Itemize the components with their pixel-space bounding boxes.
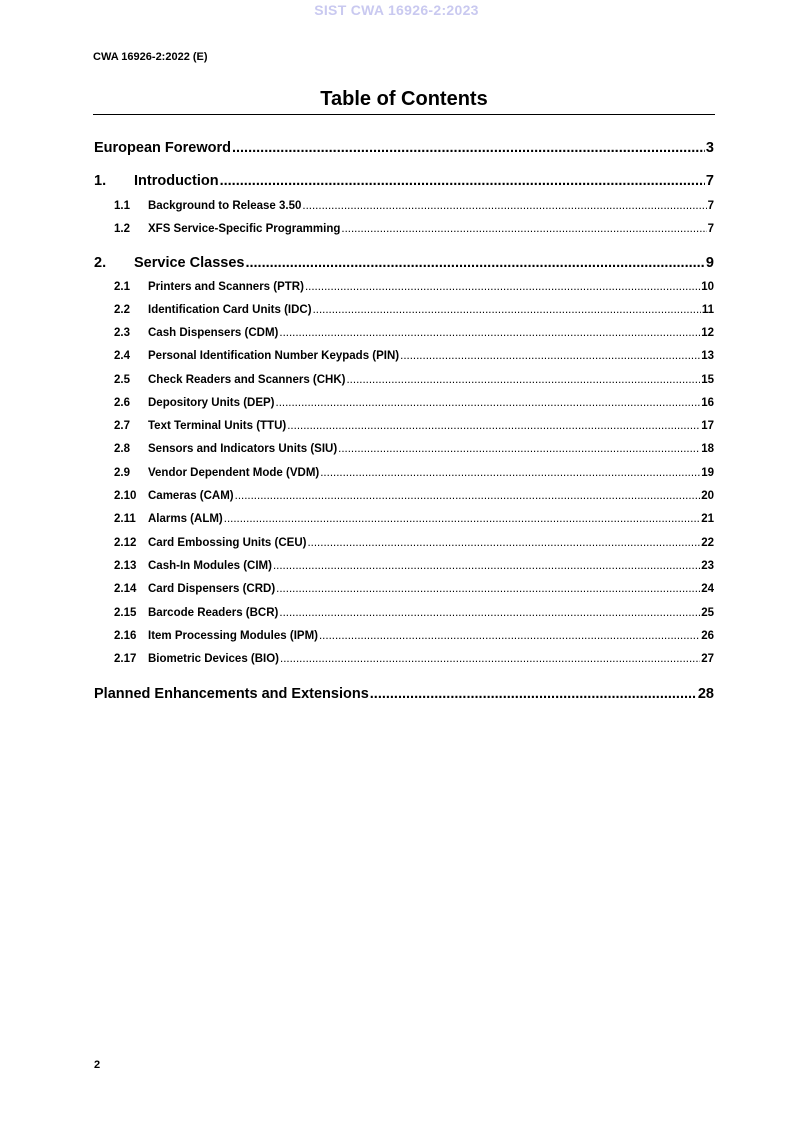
toc-leader-dots <box>224 513 700 525</box>
toc-entry-title: Identification Card Units (IDC) <box>148 304 312 316</box>
toc-leader-dots <box>220 173 705 189</box>
toc-entry-page: 17 <box>701 420 714 432</box>
toc-entry-page: 15 <box>701 374 714 386</box>
toc-leader-dots <box>287 420 700 432</box>
toc-entry-number: 2.10 <box>114 490 137 502</box>
toc-entry-page: 24 <box>701 583 714 595</box>
toc-entry-number: 2.2 <box>114 304 130 316</box>
page-number: 2 <box>94 1059 101 1071</box>
toc-entry-number: 2.12 <box>114 537 137 549</box>
toc-entry-introduction[interactable] <box>94 173 714 189</box>
toc-leader-dots <box>302 200 706 212</box>
toc-entry-title: Cameras (CAM) <box>148 490 234 502</box>
toc-entry-2-16[interactable] <box>114 630 714 642</box>
toc-entry-title: Cash Dispensers (CDM) <box>148 327 279 339</box>
toc-entry-2-12[interactable] <box>114 537 714 549</box>
toc-leader-dots <box>319 630 700 642</box>
toc-leader-dots <box>341 223 706 235</box>
toc-entry-page: 27 <box>701 653 714 665</box>
toc-entry-title: Background to Release 3.50 <box>148 200 302 212</box>
toc-entry-page: 16 <box>701 397 714 409</box>
toc-entry-page: 28 <box>697 686 714 702</box>
toc-entry-number: 2. <box>94 255 107 271</box>
toc-entry-number: 2.8 <box>114 443 130 455</box>
toc-leader-dots <box>279 607 700 619</box>
toc-entry-2-7[interactable] <box>114 420 714 432</box>
toc-entry-page: 23 <box>701 560 714 572</box>
toc-entry-title: XFS Service-Specific Programming <box>148 223 341 235</box>
toc-entry-page: 13 <box>701 350 714 362</box>
toc-leader-dots <box>276 397 701 409</box>
toc-entry-number: 2.16 <box>114 630 137 642</box>
toc-entry-2-1[interactable] <box>114 281 714 293</box>
toc-entry-number: 2.3 <box>114 327 130 339</box>
toc-leader-dots <box>305 281 700 293</box>
toc-entry-service-classes[interactable] <box>94 255 714 271</box>
toc-leader-dots <box>370 686 697 702</box>
toc-entry-2-8[interactable] <box>114 443 714 455</box>
toc-entry-title: Item Processing Modules (IPM) <box>148 630 318 642</box>
toc-entry-number: 2.6 <box>114 397 130 409</box>
toc-entry-page: 10 <box>701 281 714 293</box>
toc-entry-1-1[interactable] <box>114 200 714 212</box>
toc-entry-title: Alarms (ALM) <box>148 513 223 525</box>
toc-entry-page: 11 <box>701 304 714 316</box>
toc-entry-european-foreword[interactable] <box>94 140 714 156</box>
toc-entry-number: 1.1 <box>114 200 130 212</box>
toc-entry-number: 2.4 <box>114 350 130 362</box>
toc-entry-2-11[interactable] <box>114 513 714 525</box>
toc-entry-number: 1. <box>94 173 107 189</box>
watermark: SIST CWA 16926-2:2023 <box>314 2 479 18</box>
toc-entry-2-2[interactable] <box>114 304 714 316</box>
toc-entry-page: 19 <box>701 467 714 479</box>
toc-entry-2-13[interactable] <box>114 560 714 572</box>
toc-entry-2-17[interactable] <box>114 653 714 665</box>
toc-entry-title: Text Terminal Units (TTU) <box>148 420 287 432</box>
toc-entry-page: 12 <box>701 327 714 339</box>
toc-entry-title: Biometric Devices (BIO) <box>148 653 280 665</box>
toc-entry-2-15[interactable] <box>114 607 714 619</box>
toc-entry-number: 2.11 <box>114 513 136 525</box>
toc-entry-title: Cash-In Modules (CIM) <box>148 560 272 572</box>
toc-entry-number: 2.1 <box>114 281 130 293</box>
toc-entry-number: 2.15 <box>114 607 137 619</box>
toc-entry-title: Personal Identification Number Keypads (PIN) <box>148 350 400 362</box>
toc-leader-dots <box>245 255 704 271</box>
toc-entry-2-6[interactable] <box>114 397 714 409</box>
toc-leader-dots <box>276 583 700 595</box>
toc-entry-page: 18 <box>701 443 714 455</box>
toc-leader-dots <box>232 140 705 156</box>
toc-entry-1-2[interactable] <box>114 223 714 235</box>
toc-entry-title: Barcode Readers (BCR) <box>148 607 279 619</box>
toc-entry-page: 9 <box>705 255 714 271</box>
toc-entry-number: 2.17 <box>114 653 137 665</box>
toc-entry-page: 20 <box>701 490 714 502</box>
toc-entry-title: Card Dispensers (CRD) <box>148 583 276 595</box>
toc-entry-page: 21 <box>701 513 714 525</box>
toc-leader-dots <box>338 443 700 455</box>
toc-leader-dots <box>313 304 701 316</box>
toc-entry-title: Sensors and Indicators Units (SIU) <box>148 443 338 455</box>
toc-entry-number: 2.7 <box>114 420 130 432</box>
toc-entry-number: 2.13 <box>114 560 137 572</box>
toc-leader-dots <box>346 374 700 386</box>
toc-leader-dots <box>400 350 700 362</box>
toc-entry-title: Vendor Dependent Mode (VDM) <box>148 467 320 479</box>
toc-entry-title: European Foreword <box>94 140 231 156</box>
toc-entry-2-3[interactable] <box>114 327 714 339</box>
toc-entry-number: 1.2 <box>114 223 130 235</box>
toc-leader-dots <box>320 467 700 479</box>
page-title: Table of Contents <box>320 88 488 110</box>
toc-entry-2-10[interactable] <box>114 490 714 502</box>
toc-entry-page: 7 <box>707 200 714 212</box>
toc-entry-page: 7 <box>705 173 714 189</box>
toc-entry-page: 25 <box>701 607 714 619</box>
toc-entry-2-4[interactable] <box>114 350 714 362</box>
toc-entry-page: 7 <box>707 223 714 235</box>
toc-entry-page: 3 <box>705 140 714 156</box>
toc-entry-title: Card Embossing Units (CEU) <box>148 537 307 549</box>
toc-entry-number: 2.14 <box>114 583 137 595</box>
toc-leader-dots <box>280 653 700 665</box>
toc-entry-number: 2.9 <box>114 467 130 479</box>
toc-entry-title: Introduction <box>134 173 219 189</box>
toc-entry-page: 26 <box>701 630 714 642</box>
toc-entry-2-14[interactable] <box>114 583 714 595</box>
toc-entry-page: 22 <box>701 537 714 549</box>
toc-entry-2-5[interactable] <box>114 374 714 386</box>
toc-leader-dots <box>279 327 700 339</box>
toc-entry-number: 2.5 <box>114 374 130 386</box>
toc-entry-planned-enhancements[interactable] <box>94 686 714 702</box>
toc-entry-title: Printers and Scanners (PTR) <box>148 281 304 293</box>
toc-entry-title: Service Classes <box>134 255 245 271</box>
toc-entry-2-9[interactable] <box>114 467 714 479</box>
toc-entry-title: Depository Units (DEP) <box>148 397 275 409</box>
toc-entry-title: Check Readers and Scanners (CHK) <box>148 374 346 386</box>
document-identifier: CWA 16926-2:2022 (E) <box>93 51 208 63</box>
toc-entry-title: Planned Enhancements and Extensions <box>94 686 369 702</box>
toc-leader-dots <box>307 537 700 549</box>
toc-leader-dots <box>235 490 701 502</box>
toc-leader-dots <box>273 560 700 572</box>
